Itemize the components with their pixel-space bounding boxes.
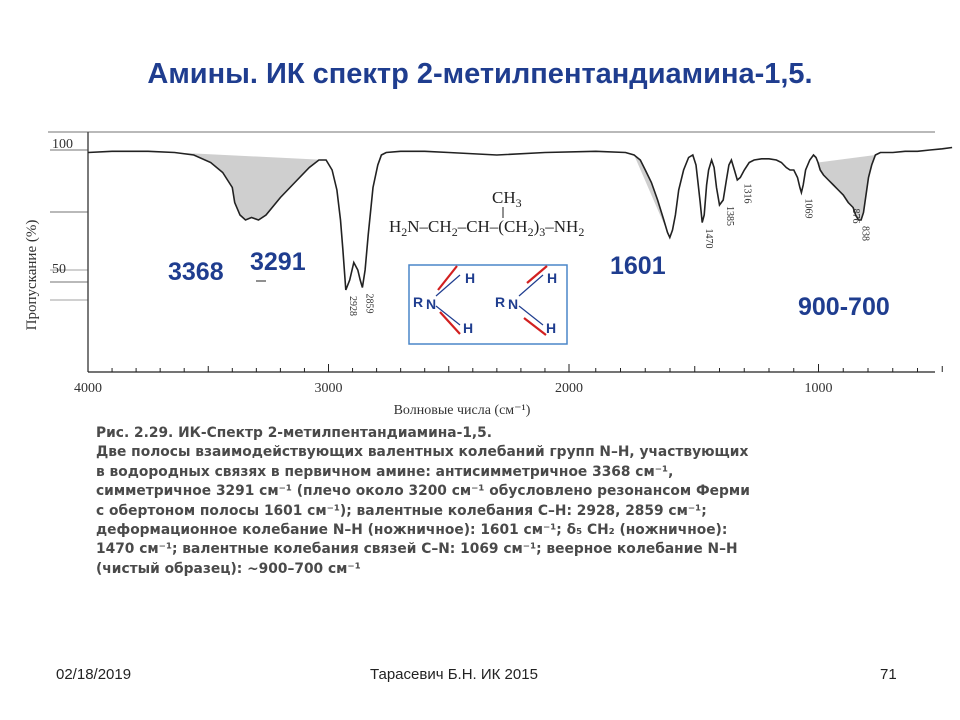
- x-tick-label: 2000: [555, 381, 583, 396]
- shaded-band: [634, 155, 670, 238]
- x-tick-label: 1000: [804, 381, 833, 396]
- right-h-top: H: [547, 270, 558, 286]
- structure-main: $H_2N-CH_2-CH-(CH_2)_3-NH_2$: [389, 217, 585, 239]
- right-r-label: R: [495, 294, 506, 310]
- footer-author: Тарасевич Б.Н. ИК 2015: [370, 666, 538, 683]
- peak-label: 1385: [724, 206, 736, 226]
- caption-line: с обертоном полосы 1601 см⁻¹); валентные колебания C–H: 2928, 2859 см⁻¹;: [96, 502, 707, 519]
- caption-line: (чистый образец): ~900–700 см⁻¹: [96, 560, 361, 577]
- x-tick-label: 4000: [74, 381, 102, 396]
- peak-label: 2859: [363, 293, 375, 314]
- right-n-label: N: [508, 296, 519, 312]
- caption-line: в водородных связях в первичном амине: антисимметричное 3368 см⁻¹,: [96, 463, 674, 480]
- peak-label: 1470: [703, 228, 715, 249]
- footer-date: 02/18/2019: [56, 666, 132, 683]
- y-ticks: [52, 137, 73, 277]
- peak-label: 1069: [802, 198, 814, 219]
- right-h-bottom: H: [546, 320, 557, 336]
- left-n-label: N: [426, 296, 437, 312]
- figure-caption: [96, 424, 856, 579]
- structure-top: $CH_3$: [492, 188, 522, 210]
- caption-line: деформационное колебание N–H (ножничное): 1601 см⁻¹; δ₅ CH₂ (ножничное):: [96, 522, 728, 539]
- y-tick-label: 50: [52, 262, 66, 277]
- peak-label: 876: [850, 208, 862, 224]
- caption-line: симметричное 3291 см⁻¹ (плечо около 3200 см⁻¹ обусловлено резонансом Ферми: [96, 483, 750, 500]
- nh-vibration-diagram: [409, 265, 567, 344]
- y-tick-label: 100: [52, 137, 73, 152]
- left-r-label: R: [413, 294, 424, 310]
- peak-label: 2928: [346, 296, 358, 316]
- left-h-top: H: [465, 270, 476, 286]
- label-900-700: 900-700: [798, 293, 890, 321]
- x-tick-label: 3000: [314, 381, 343, 396]
- caption-line: Две полосы взаимодействующих валентных колебаний групп N–H, участвующих: [96, 444, 749, 461]
- caption-line: 1470 см⁻¹; валентные колебания связей C–N: 1069 см⁻¹; веерное колебание N–H: [96, 541, 738, 558]
- structure-formula: [389, 188, 584, 239]
- slide-title: Амины. ИК спектр 2-метилпентандиамина-1,5.: [147, 58, 813, 90]
- label-1601: 1601: [610, 252, 666, 280]
- shaded-band: [175, 153, 327, 221]
- x-axis-label: Волновые числа (см⁻¹): [393, 403, 531, 418]
- label-3368: 3368: [168, 258, 224, 286]
- peak-label: 1316: [741, 183, 753, 204]
- caption-line: Рис. 2.29. ИК-Спектр 2-метилпентандиамина-1,5.: [96, 425, 493, 441]
- y-axis-label: Пропускание (%): [24, 219, 40, 331]
- x-ticks: [74, 364, 942, 396]
- left-h-bottom: H: [463, 320, 474, 336]
- peak-label: 838: [859, 226, 871, 241]
- footer-page-number: 71: [880, 666, 897, 683]
- label-3291: 3291: [250, 248, 306, 276]
